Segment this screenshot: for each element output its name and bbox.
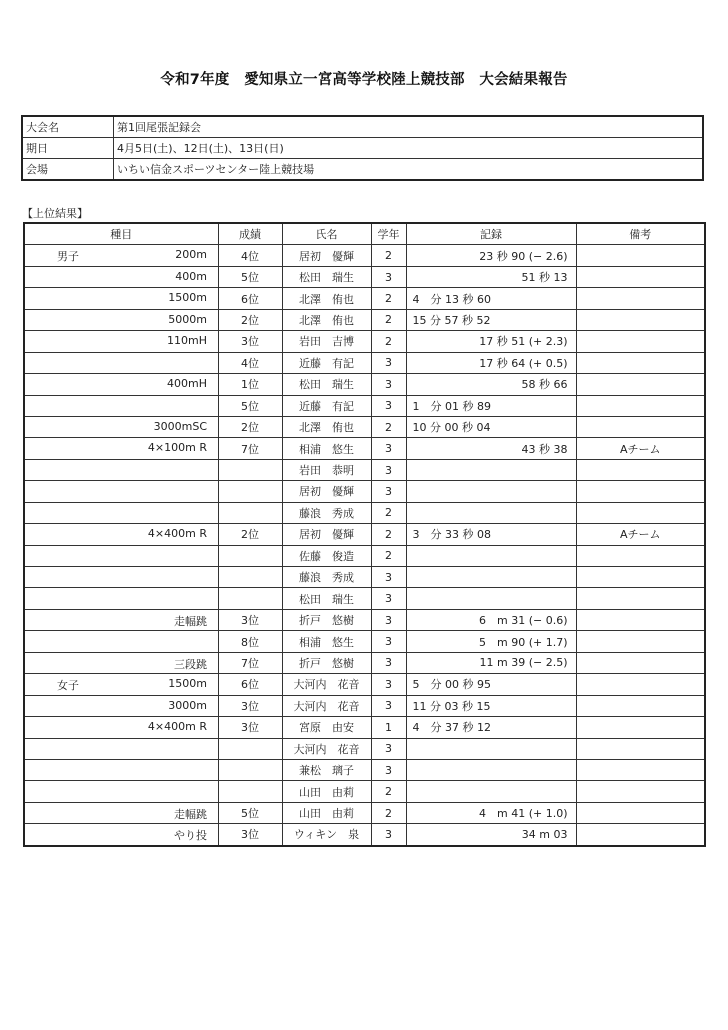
- athlete-name: 山田 由莉: [282, 802, 371, 823]
- grade-cell: 3: [371, 695, 406, 716]
- record-cell: [406, 524, 576, 545]
- note-cell: [576, 545, 705, 566]
- record-cell: [406, 567, 576, 588]
- record-cell: [406, 288, 576, 309]
- athlete-name: 北澤 侑也: [282, 309, 371, 330]
- event-cell: [24, 524, 218, 545]
- rank-cell: [218, 588, 282, 609]
- rank-cell: 2位: [218, 309, 282, 330]
- note-cell: [576, 824, 705, 846]
- note-cell: [576, 266, 705, 287]
- record-value: 1 分 01 秒 89: [412, 399, 491, 413]
- header-note: 備考: [576, 223, 705, 245]
- rank-cell: 2位: [218, 416, 282, 437]
- event-cell: [24, 502, 218, 523]
- athlete-name: 兼松 璃子: [282, 759, 371, 780]
- record-value: 51 秒 13: [521, 271, 568, 285]
- event-cell: [24, 674, 218, 695]
- note-cell: [576, 588, 705, 609]
- note-cell: [576, 309, 705, 330]
- record-cell: [406, 459, 576, 480]
- result-row: [24, 266, 705, 287]
- event-name: 4×100m R: [147, 441, 207, 455]
- note-cell: [576, 481, 705, 502]
- header-record: 記録: [406, 223, 576, 245]
- record-value: 23 秒 90 (− 2.6): [479, 249, 568, 263]
- record-cell: [406, 824, 576, 846]
- note-cell: [576, 395, 705, 416]
- result-row: [24, 374, 705, 395]
- info-row: [22, 138, 703, 159]
- record-value: 4 分 37 秒 12: [412, 721, 491, 735]
- rank-cell: 8位: [218, 631, 282, 652]
- record-cell: [406, 438, 576, 459]
- grade-cell: 3: [371, 567, 406, 588]
- note-cell: [576, 374, 705, 395]
- rank-cell: 3位: [218, 824, 282, 846]
- result-row: [24, 567, 705, 588]
- rank-cell: 2位: [218, 524, 282, 545]
- result-row: [24, 352, 705, 373]
- grade-cell: 2: [371, 545, 406, 566]
- event-cell: [24, 824, 218, 846]
- note-cell: [576, 609, 705, 630]
- record-value: 17 秒 64 (+ 0.5): [479, 356, 568, 370]
- event-cell: [24, 481, 218, 502]
- event-name: 3000m: [168, 698, 207, 712]
- rank-cell: [218, 545, 282, 566]
- rank-cell: [218, 459, 282, 480]
- result-row: [24, 288, 705, 309]
- event-name: やり投: [174, 829, 207, 843]
- event-name: 4×400m R: [147, 720, 207, 734]
- grade-cell: 2: [371, 331, 406, 352]
- athlete-name: 松田 瑞生: [282, 266, 371, 287]
- record-value: 43 秒 38: [521, 442, 568, 456]
- info-label: 期日: [22, 138, 114, 159]
- result-row: [24, 609, 705, 630]
- athlete-name: 居初 優輝: [282, 481, 371, 502]
- event-cell: [24, 438, 218, 459]
- athlete-name: 北澤 侑也: [282, 416, 371, 437]
- event-cell: [24, 759, 218, 780]
- header-grade: 学年: [371, 223, 406, 245]
- grade-cell: 3: [371, 609, 406, 630]
- event-name: 三段跳: [174, 657, 207, 671]
- event-cell: [24, 459, 218, 480]
- result-row: [24, 459, 705, 480]
- event-cell: [24, 309, 218, 330]
- result-row: [24, 824, 705, 846]
- grade-cell: 1: [371, 717, 406, 738]
- result-row: [24, 416, 705, 437]
- grade-cell: 2: [371, 288, 406, 309]
- athlete-name: 岩田 恭明: [282, 459, 371, 480]
- record-cell: [406, 759, 576, 780]
- grade-cell: 3: [371, 374, 406, 395]
- record-cell: [406, 374, 576, 395]
- result-row: [24, 331, 705, 352]
- rank-cell: 3位: [218, 695, 282, 716]
- note-cell: [576, 759, 705, 780]
- event-cell: [24, 266, 218, 287]
- grade-cell: 3: [371, 266, 406, 287]
- athlete-name: 相浦 悠生: [282, 438, 371, 459]
- athlete-name: 藤浪 秀成: [282, 567, 371, 588]
- note-cell: [576, 738, 705, 759]
- event-cell: [24, 545, 218, 566]
- event-cell: [24, 802, 218, 823]
- record-cell: [406, 416, 576, 437]
- rank-cell: [218, 781, 282, 802]
- record-cell: [406, 352, 576, 373]
- record-value: 11 分 03 秒 15: [412, 699, 491, 713]
- grade-cell: 3: [371, 631, 406, 652]
- note-cell: [576, 631, 705, 652]
- event-name: 1500m: [168, 291, 207, 305]
- athlete-name: 折戸 悠樹: [282, 609, 371, 630]
- note-cell: Aチーム: [576, 438, 705, 459]
- event-name: 400m: [175, 269, 207, 283]
- record-cell: [406, 331, 576, 352]
- athlete-name: ウィキン 泉: [282, 824, 371, 846]
- grade-cell: 2: [371, 502, 406, 523]
- event-cell: [24, 781, 218, 802]
- result-row: [24, 481, 705, 502]
- note-cell: [576, 245, 705, 266]
- record-cell: [406, 738, 576, 759]
- athlete-name: 藤浪 秀成: [282, 502, 371, 523]
- rank-cell: 7位: [218, 438, 282, 459]
- note-cell: [576, 567, 705, 588]
- record-cell: [406, 695, 576, 716]
- grade-cell: 3: [371, 738, 406, 759]
- record-cell: [406, 245, 576, 266]
- record-value: 17 秒 51 (+ 2.3): [479, 335, 568, 349]
- grade-cell: 2: [371, 524, 406, 545]
- rank-cell: [218, 481, 282, 502]
- rank-cell: [218, 567, 282, 588]
- event-cell: [24, 567, 218, 588]
- grade-cell: 3: [371, 588, 406, 609]
- record-cell: [406, 588, 576, 609]
- event-cell: [24, 374, 218, 395]
- grade-cell: 3: [371, 352, 406, 373]
- record-cell: [406, 652, 576, 673]
- results-header-row: [24, 223, 705, 245]
- event-cell: [24, 631, 218, 652]
- note-cell: [576, 802, 705, 823]
- event-cell: [24, 652, 218, 673]
- record-cell: [406, 674, 576, 695]
- athlete-name: 大河内 花音: [282, 738, 371, 759]
- section-title: 【上位結果】: [22, 207, 88, 220]
- event-cell: [24, 738, 218, 759]
- athlete-name: 折戸 悠樹: [282, 652, 371, 673]
- rank-cell: 3位: [218, 609, 282, 630]
- record-value: 3 分 33 秒 08: [412, 528, 491, 542]
- note-cell: Aチーム: [576, 524, 705, 545]
- info-label: 大会名: [22, 116, 114, 138]
- record-value: 4 分 13 秒 60: [412, 292, 491, 306]
- grade-cell: 3: [371, 459, 406, 480]
- grade-cell: 3: [371, 674, 406, 695]
- athlete-name: 宮原 由安: [282, 717, 371, 738]
- record-cell: [406, 395, 576, 416]
- event-name: 走幅跳: [174, 807, 207, 821]
- result-row: [24, 545, 705, 566]
- rank-cell: 3位: [218, 717, 282, 738]
- record-cell: [406, 781, 576, 802]
- header-event: 種目: [24, 223, 218, 245]
- event-cell: [24, 416, 218, 437]
- record-cell: [406, 481, 576, 502]
- page-title: 令和7年度 愛知県立一宮高等学校陸上競技部 大会結果報告: [160, 72, 568, 88]
- grade-cell: 3: [371, 652, 406, 673]
- record-value: 11 m 39 (− 2.5): [479, 656, 568, 670]
- rank-cell: 5位: [218, 395, 282, 416]
- rank-cell: [218, 759, 282, 780]
- rank-cell: 3位: [218, 331, 282, 352]
- header-rank: 成績: [218, 223, 282, 245]
- event-cell: [24, 352, 218, 373]
- grade-cell: 3: [371, 824, 406, 846]
- athlete-name: 大河内 花音: [282, 674, 371, 695]
- athlete-name: 居初 優輝: [282, 245, 371, 266]
- meet-info-table: [21, 115, 704, 181]
- record-value: 10 分 00 秒 04: [412, 421, 491, 435]
- note-cell: [576, 352, 705, 373]
- result-row: [24, 781, 705, 802]
- grade-cell: 2: [371, 245, 406, 266]
- rank-cell: 4位: [218, 245, 282, 266]
- note-cell: [576, 502, 705, 523]
- record-cell: [406, 545, 576, 566]
- info-value: いちい信金スポーツセンター陸上競技場: [114, 159, 704, 181]
- header-name: 氏名: [282, 223, 371, 245]
- record-cell: [406, 802, 576, 823]
- record-value: 15 分 57 秒 52: [412, 313, 491, 327]
- athlete-name: 大河内 花音: [282, 695, 371, 716]
- note-cell: [576, 416, 705, 437]
- event-cell: [24, 695, 218, 716]
- athlete-name: 佐藤 俊造: [282, 545, 371, 566]
- rank-cell: [218, 738, 282, 759]
- result-row: [24, 695, 705, 716]
- info-label: 会場: [22, 159, 114, 181]
- athlete-name: 松田 瑞生: [282, 588, 371, 609]
- note-cell: [576, 717, 705, 738]
- athlete-name: 近藤 有記: [282, 395, 371, 416]
- event-name: 110mH: [167, 334, 207, 348]
- record-value: 58 秒 66: [521, 378, 568, 392]
- note-cell: [576, 459, 705, 480]
- grade-cell: 3: [371, 759, 406, 780]
- result-row: [24, 588, 705, 609]
- results-table: [23, 222, 706, 847]
- result-row: [24, 395, 705, 416]
- rank-cell: [218, 502, 282, 523]
- note-cell: [576, 674, 705, 695]
- record-cell: [406, 609, 576, 630]
- athlete-name: 岩田 吉博: [282, 331, 371, 352]
- event-name: 走幅跳: [174, 614, 207, 628]
- record-cell: [406, 631, 576, 652]
- result-row: [24, 524, 705, 545]
- info-row: [22, 116, 703, 138]
- gender-label: 女子: [57, 679, 79, 693]
- athlete-name: 松田 瑞生: [282, 374, 371, 395]
- grade-cell: 3: [371, 481, 406, 502]
- grade-cell: 3: [371, 438, 406, 459]
- event-name: 200m: [175, 248, 207, 262]
- rank-cell: 6位: [218, 674, 282, 695]
- grade-cell: 2: [371, 802, 406, 823]
- record-cell: [406, 717, 576, 738]
- rank-cell: 5位: [218, 266, 282, 287]
- record-value: 5 m 90 (+ 1.7): [479, 635, 568, 649]
- event-name: 3000mSC: [153, 419, 207, 433]
- record-cell: [406, 502, 576, 523]
- rank-cell: 6位: [218, 288, 282, 309]
- grade-cell: 2: [371, 416, 406, 437]
- athlete-name: 近藤 有記: [282, 352, 371, 373]
- grade-cell: 2: [371, 309, 406, 330]
- record-value: 6 m 31 (− 0.6): [479, 614, 568, 628]
- rank-cell: 4位: [218, 352, 282, 373]
- event-name: 4×400m R: [147, 527, 207, 541]
- info-value: 4月5日(土)、12日(土)、13日(日): [114, 138, 704, 159]
- info-row: [22, 159, 703, 181]
- note-cell: [576, 695, 705, 716]
- event-cell: [24, 609, 218, 630]
- event-name: 5000m: [168, 312, 207, 326]
- result-row: [24, 245, 705, 266]
- rank-cell: 1位: [218, 374, 282, 395]
- record-value: 34 m 03: [521, 827, 568, 841]
- record-value: 5 分 00 秒 95: [412, 678, 491, 692]
- result-row: [24, 802, 705, 823]
- event-cell: [24, 331, 218, 352]
- rank-cell: 5位: [218, 802, 282, 823]
- event-cell: [24, 245, 218, 266]
- athlete-name: 北澤 侑也: [282, 288, 371, 309]
- note-cell: [576, 331, 705, 352]
- event-cell: [24, 717, 218, 738]
- event-cell: [24, 395, 218, 416]
- result-row: [24, 309, 705, 330]
- result-row: [24, 674, 705, 695]
- event-cell: [24, 588, 218, 609]
- gender-label: 男子: [57, 250, 79, 264]
- athlete-name: 居初 優輝: [282, 524, 371, 545]
- note-cell: [576, 652, 705, 673]
- note-cell: [576, 781, 705, 802]
- event-name: 400mH: [167, 377, 207, 391]
- rank-cell: 7位: [218, 652, 282, 673]
- note-cell: [576, 288, 705, 309]
- athlete-name: 山田 由莉: [282, 781, 371, 802]
- result-row: [24, 438, 705, 459]
- grade-cell: 2: [371, 781, 406, 802]
- record-value: 4 m 41 (+ 1.0): [479, 807, 568, 821]
- result-row: [24, 652, 705, 673]
- event-name: 1500m: [168, 677, 207, 691]
- grade-cell: 3: [371, 395, 406, 416]
- record-cell: [406, 266, 576, 287]
- result-row: [24, 631, 705, 652]
- result-row: [24, 759, 705, 780]
- result-row: [24, 738, 705, 759]
- result-row: [24, 717, 705, 738]
- info-value: 第1回尾張記録会: [114, 116, 704, 138]
- record-cell: [406, 309, 576, 330]
- athlete-name: 相浦 悠生: [282, 631, 371, 652]
- result-row: [24, 502, 705, 523]
- event-cell: [24, 288, 218, 309]
